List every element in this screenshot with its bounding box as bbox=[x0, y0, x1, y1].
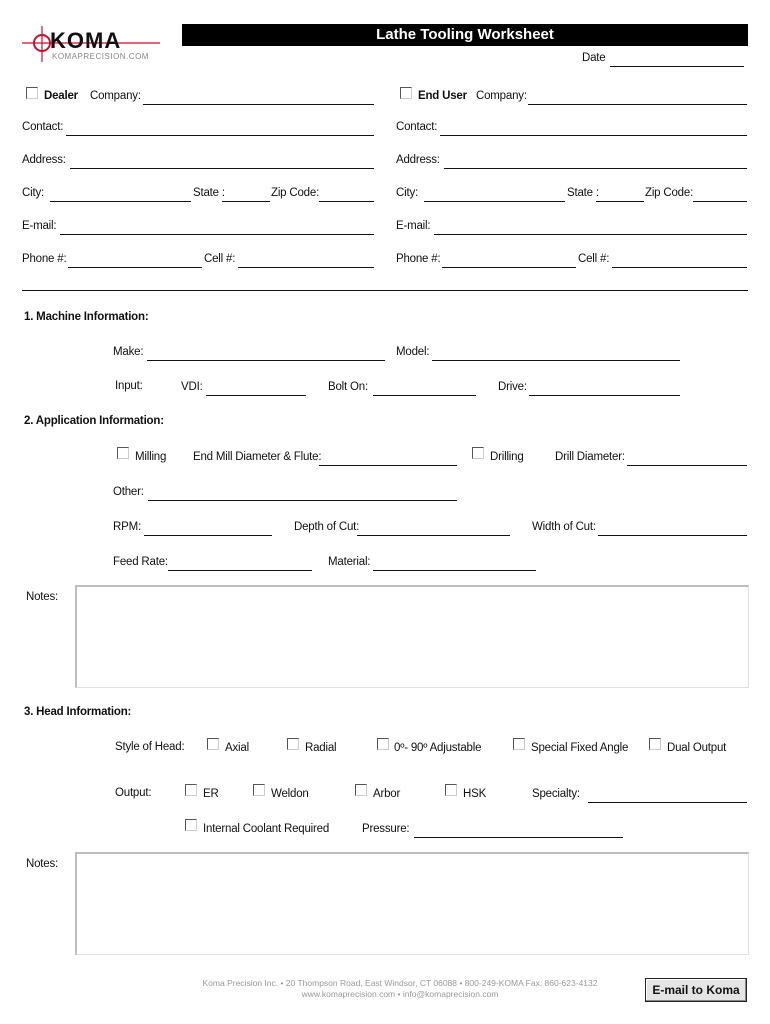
milling-label: Milling bbox=[135, 451, 167, 463]
arbor-label: Arbor bbox=[373, 788, 401, 800]
application-heading: 2. Application Information: bbox=[24, 415, 164, 427]
drilling-label: Drilling bbox=[490, 451, 524, 463]
application-notes-field[interactable] bbox=[75, 585, 749, 688]
dealer-contact-label: Contact: bbox=[22, 121, 64, 133]
specialty-field[interactable] bbox=[588, 788, 747, 803]
dealer-zip-field[interactable] bbox=[319, 187, 374, 202]
end-user-phone-field[interactable] bbox=[442, 253, 576, 268]
footer-contact: www.komaprecision.com • info@komaprecision.com bbox=[301, 989, 499, 999]
dealer-email-field[interactable] bbox=[60, 220, 374, 235]
weldon-label: Weldon bbox=[271, 788, 309, 800]
end-user-contact-field[interactable] bbox=[440, 121, 747, 136]
logo bbox=[22, 22, 162, 64]
depth-field[interactable] bbox=[357, 521, 510, 536]
end-user-contact-label: Contact: bbox=[396, 121, 438, 133]
milling-checkbox[interactable] bbox=[117, 447, 129, 459]
head-heading: 3. Head Information: bbox=[24, 706, 132, 718]
end-user-state-field[interactable] bbox=[596, 187, 644, 202]
bolt-on-field[interactable] bbox=[373, 381, 476, 396]
page-title: Lathe Tooling Worksheet bbox=[182, 24, 748, 46]
dealer-city-label: City: bbox=[22, 187, 45, 199]
rpm-label: RPM: bbox=[113, 521, 141, 533]
end-user-address-label: Address: bbox=[396, 154, 440, 166]
drill-diameter-field[interactable] bbox=[627, 451, 747, 466]
drive-label: Drive: bbox=[498, 381, 527, 393]
end-user-company-label: Company: bbox=[476, 90, 527, 102]
footer-address: Koma Precision Inc. • 20 Thompson Road, East Windsor, CT 06088 • 800-249-KOMA Fax: 860-623-4132 bbox=[202, 978, 598, 988]
end-user-city-label: City: bbox=[396, 187, 419, 199]
axial-label: Axial bbox=[225, 742, 249, 754]
specialty-label: Specialty: bbox=[532, 788, 580, 800]
end-user-zip-label: Zip Code: bbox=[645, 187, 694, 199]
input-label: Input: bbox=[115, 380, 143, 392]
fixed-angle-checkbox[interactable] bbox=[513, 738, 525, 750]
dual-output-label: Dual Output bbox=[667, 742, 727, 754]
coolant-checkbox[interactable] bbox=[185, 819, 197, 831]
end-user-address-field[interactable] bbox=[444, 154, 747, 169]
hsk-label: HSK bbox=[463, 788, 487, 800]
end-user-city-field[interactable] bbox=[424, 187, 565, 202]
end-user-phone-label: Phone #: bbox=[396, 253, 441, 265]
end-user-email-field[interactable] bbox=[434, 220, 747, 235]
dealer-phone-label: Phone #: bbox=[22, 253, 67, 265]
end-user-cell-label: Cell #: bbox=[578, 253, 610, 265]
pressure-label: Pressure: bbox=[362, 823, 410, 835]
axial-checkbox[interactable] bbox=[207, 738, 219, 750]
dealer-company-field[interactable] bbox=[143, 90, 374, 105]
end-user-state-label: State : bbox=[567, 187, 599, 199]
email-to-koma-button[interactable]: E-mail to Koma bbox=[645, 978, 747, 1002]
dealer-email-label: E-mail: bbox=[22, 220, 57, 232]
hsk-checkbox[interactable] bbox=[445, 784, 457, 796]
vdi-field[interactable] bbox=[206, 381, 306, 396]
radial-checkbox[interactable] bbox=[287, 738, 299, 750]
dealer-cell-label: Cell #: bbox=[204, 253, 236, 265]
end-user-company-field[interactable] bbox=[528, 90, 747, 105]
dealer-city-field[interactable] bbox=[50, 187, 191, 202]
feed-rate-label: Feed Rate: bbox=[113, 556, 168, 568]
dealer-checkbox[interactable] bbox=[26, 87, 38, 99]
dealer-address-field[interactable] bbox=[70, 154, 374, 169]
end-user-email-label: E-mail: bbox=[396, 220, 431, 232]
machine-heading: 1. Machine Information: bbox=[24, 311, 149, 323]
logo-brand: KOMA bbox=[50, 28, 122, 53]
style-of-head-label: Style of Head: bbox=[115, 741, 185, 753]
dealer-contact-field[interactable] bbox=[66, 121, 374, 136]
application-notes-label: Notes: bbox=[26, 591, 59, 603]
dealer-address-label: Address: bbox=[22, 154, 66, 166]
other-label: Other: bbox=[113, 486, 144, 498]
dealer-phone-field[interactable] bbox=[68, 253, 202, 268]
date-label: Date bbox=[582, 52, 606, 64]
depth-label: Depth of Cut: bbox=[294, 521, 360, 533]
other-field[interactable] bbox=[148, 486, 457, 501]
coolant-label: Internal Coolant Required bbox=[203, 823, 330, 835]
feed-rate-field[interactable] bbox=[168, 556, 312, 571]
end-mill-field[interactable] bbox=[319, 451, 457, 466]
dealer-state-label: State : bbox=[193, 187, 225, 199]
make-label: Make: bbox=[113, 346, 144, 358]
er-label: ER bbox=[203, 788, 219, 800]
logo-tagline: KOMAPRECISION.COM bbox=[52, 52, 149, 61]
pressure-field[interactable] bbox=[414, 823, 623, 838]
fixed-angle-label: Special Fixed Angle bbox=[531, 742, 629, 754]
dealer-state-field[interactable] bbox=[222, 187, 270, 202]
er-checkbox[interactable] bbox=[185, 784, 197, 796]
width-label: Width of Cut: bbox=[532, 521, 596, 533]
vdi-label: VDI: bbox=[181, 381, 203, 393]
section-divider bbox=[22, 290, 748, 291]
end-user-checkbox[interactable] bbox=[400, 87, 412, 99]
end-user-label: End User bbox=[418, 90, 467, 102]
footer bbox=[150, 978, 650, 1000]
material-label: Material: bbox=[328, 556, 371, 568]
arbor-checkbox[interactable] bbox=[355, 784, 367, 796]
bolt-on-label: Bolt On: bbox=[328, 381, 368, 393]
material-field[interactable] bbox=[373, 556, 536, 571]
model-label: Model: bbox=[396, 346, 430, 358]
dual-output-checkbox[interactable] bbox=[649, 738, 661, 750]
date-field[interactable] bbox=[610, 52, 744, 67]
output-label: Output: bbox=[115, 787, 152, 799]
end-user-zip-field[interactable] bbox=[693, 187, 747, 202]
make-field[interactable] bbox=[147, 346, 385, 361]
head-notes-field[interactable] bbox=[75, 852, 749, 955]
end-mill-label: End Mill Diameter & Flute: bbox=[193, 451, 322, 463]
dealer-label: Dealer bbox=[44, 90, 78, 102]
drill-diameter-label: Drill Diameter: bbox=[555, 451, 625, 463]
model-field[interactable] bbox=[432, 346, 680, 361]
weldon-checkbox[interactable] bbox=[253, 784, 265, 796]
drilling-checkbox[interactable] bbox=[472, 447, 484, 459]
end-user-cell-field[interactable] bbox=[612, 253, 747, 268]
rpm-field[interactable] bbox=[144, 521, 272, 536]
adjustable-label: 0º- 90º Adjustable bbox=[394, 742, 482, 754]
dealer-zip-label: Zip Code: bbox=[271, 187, 320, 199]
radial-label: Radial bbox=[305, 742, 337, 754]
adjustable-checkbox[interactable] bbox=[377, 738, 389, 750]
dealer-company-label: Company: bbox=[90, 90, 141, 102]
head-notes-label: Notes: bbox=[26, 858, 59, 870]
drive-field[interactable] bbox=[529, 381, 680, 396]
dealer-cell-field[interactable] bbox=[238, 253, 374, 268]
width-field[interactable] bbox=[598, 521, 747, 536]
